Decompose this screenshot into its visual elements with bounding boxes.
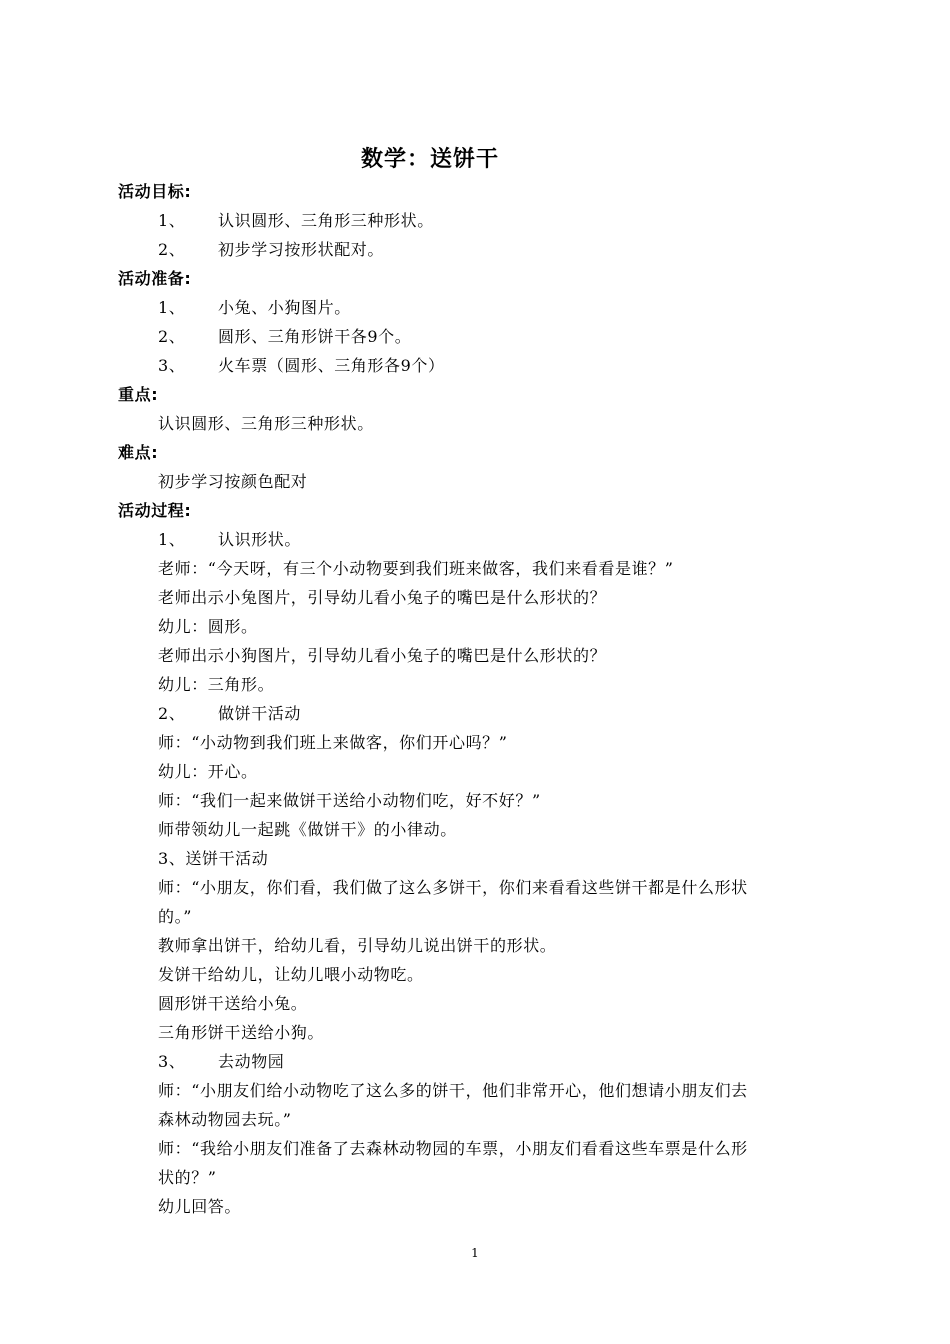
process-step-title (118, 1047, 843, 1076)
prep-item (118, 351, 843, 380)
step-number: 1、 (158, 530, 186, 549)
item-text: 初步学习按形状配对。 (218, 240, 385, 259)
paragraph: 三角形饼干送给小狗。 (158, 1023, 325, 1042)
item-number: 3、 (158, 356, 186, 375)
item-number: 2、 (158, 240, 186, 259)
prep-item (118, 322, 843, 351)
step-title: 去动物园 (218, 1052, 285, 1071)
step-title: 做饼干活动 (218, 704, 302, 723)
item-number: 2、 (158, 327, 186, 346)
difficulty-heading: 难点: (118, 443, 159, 462)
key-point-heading: 重点: (118, 385, 159, 404)
paragraph: 幼儿：开心。 (158, 762, 258, 781)
page-title: 数学：送饼干 (360, 147, 499, 172)
item-number: 1、 (158, 298, 186, 317)
item-text: 火车票（圆形、三角形各9个） (218, 356, 445, 375)
item-text: 小兔、小狗图片。 (218, 298, 351, 317)
paragraph: 师带领幼儿一起跳《做饼干》的小律动。 (158, 820, 457, 839)
item-text: 认识圆形、三角形三种形状。 (218, 211, 434, 230)
process-heading: 活动过程: (118, 501, 192, 520)
paragraph: 教师拿出饼干，给幼儿看，引导幼儿说出饼干的形状。 (158, 936, 557, 955)
paragraph: 老师出示小兔图片，引导幼儿看小兔子的嘴巴是什么形状的？ (158, 588, 607, 607)
key-point-text: 认识圆形、三角形三种形状。 (158, 414, 374, 433)
paragraph: 圆形饼干送给小兔。 (158, 994, 308, 1013)
prep-heading: 活动准备: (118, 269, 192, 288)
difficulty-text: 初步学习按颜色配对 (158, 472, 308, 491)
process-step-title (118, 699, 843, 728)
paragraph: 发饼干给幼儿，让幼儿喂小动物吃。 (158, 965, 424, 984)
paragraph: 师：“我给小朋友们准备了去森林动物园的车票，小朋友们看看这些车票是什么形 (158, 1139, 748, 1158)
paragraph: 师：“小动物到我们班上来做客，你们开心吗？” (158, 733, 508, 752)
paragraph: 老师出示小狗图片，引导幼儿看小兔子的嘴巴是什么形状的？ (158, 646, 607, 665)
paragraph: 师：“小朋友们给小动物吃了这么多的饼干，他们非常开心，他们想请小朋友们去 (158, 1081, 748, 1100)
item-number: 1、 (158, 211, 186, 230)
process-step-title: 3、送饼干活动 (158, 849, 269, 868)
paragraph: 师：“我们一起来做饼干送给小动物们吃，好不好？” (158, 791, 541, 810)
prep-item (118, 293, 843, 322)
paragraph: 状的？” (158, 1168, 217, 1187)
paragraph: 幼儿：圆形。 (158, 617, 258, 636)
paragraph: 的。” (158, 907, 192, 926)
step-title: 认识形状。 (218, 530, 302, 549)
goals-item (118, 206, 843, 235)
page-number: 1 (471, 1246, 479, 1260)
goals-heading: 活动目标: (118, 182, 192, 201)
paragraph: 森林动物园去玩。” (158, 1110, 292, 1129)
step-number: 2、 (158, 704, 186, 723)
document-body (118, 177, 843, 1221)
step-number: 3、 (158, 1052, 186, 1071)
paragraph: 幼儿回答。 (158, 1197, 242, 1216)
goals-item (118, 235, 843, 264)
paragraph: 幼儿：三角形。 (158, 675, 275, 694)
paragraph: 老师：“今天呀，有三个小动物要到我们班来做客，我们来看看是谁？” (158, 559, 674, 578)
process-step-title (118, 525, 843, 554)
item-text: 圆形、三角形饼干各9个。 (218, 327, 412, 346)
paragraph: 师：“小朋友，你们看，我们做了这么多饼干，你们来看看这些饼干都是什么形状 (158, 878, 748, 897)
